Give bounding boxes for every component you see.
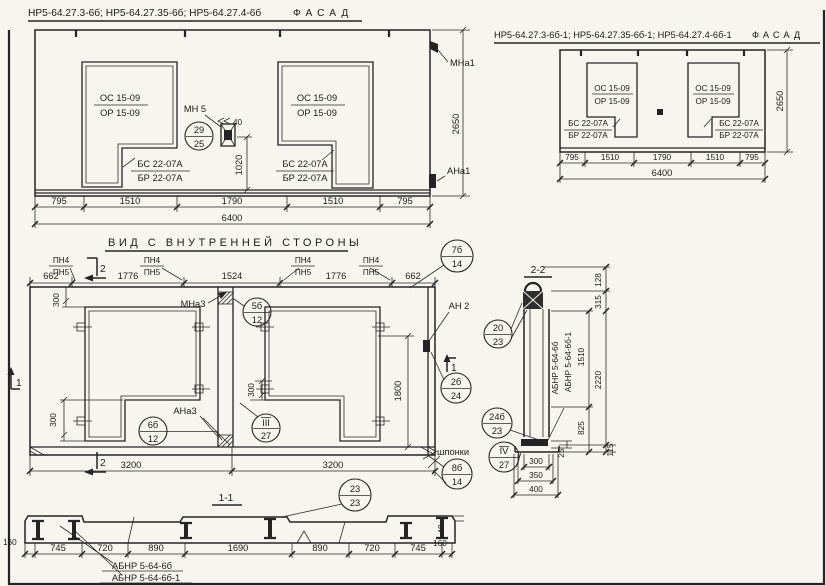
opening-label: ОР 15-09 [594, 97, 630, 106]
dim: 1790 [221, 196, 243, 206]
sill-label: БС 22-07А [719, 119, 759, 128]
anchor-label-mn5: МН 5 [183, 104, 207, 114]
section-cut-1-right [444, 354, 458, 374]
opening-label: ОР 15-09 [100, 108, 140, 118]
dim: 662 [43, 271, 59, 281]
svg-text:ПН4: ПН4 [362, 256, 380, 265]
dim: 300 [529, 457, 543, 466]
label-ana1: АНа1 [447, 166, 471, 176]
detail-marker [482, 408, 542, 441]
dim: 25 [557, 448, 566, 458]
loop-label-pn [49, 256, 75, 280]
channel-anchors [32, 517, 448, 539]
dim: 2220 [594, 370, 603, 390]
product-label: АБНР 5-64-6б-1 [564, 331, 573, 393]
inner-view-title: ВИД С ВНУТРЕННЕЙ СТОРОНЫ [108, 237, 363, 249]
section-2-2-title: 2-2 [530, 265, 546, 276]
detail-marker [139, 417, 222, 445]
dim: 115 [606, 443, 615, 457]
detail-marker-29-25 [185, 122, 213, 150]
product-label: АБНР 5-64-6б [112, 561, 172, 571]
facade-left-view [28, 7, 475, 228]
dim: 720 [97, 543, 113, 553]
dim: 1510 [600, 153, 620, 162]
svg-text:23: 23 [349, 498, 361, 508]
svg-text:23: 23 [349, 484, 361, 494]
label-ana3: АНа3 [173, 406, 197, 416]
clamp-detail [423, 340, 430, 352]
svg-text:1: 1 [16, 378, 22, 389]
svg-text:8б: 8б [451, 463, 463, 473]
product-label: АБНР 5-64-6б-1 [111, 573, 181, 583]
detail-marker [429, 456, 472, 489]
opening-label: ОС 15-09 [594, 84, 630, 93]
dim: 3200 [322, 460, 344, 470]
svg-text:7б: 7б [451, 245, 463, 255]
detail-marker [489, 442, 521, 472]
dim: 745 [410, 543, 426, 553]
dim: 1690 [227, 543, 249, 553]
opening-label: ОС 15-09 [296, 93, 338, 103]
sill-label: БС 22-07А [137, 159, 183, 169]
facade-left-view-word: ФАСАД [293, 8, 354, 19]
dim-40: 40 [437, 524, 446, 534]
dim: 662 [405, 271, 421, 281]
dim-40: 40 [233, 118, 243, 127]
dim-2650: 2650 [775, 90, 785, 112]
dim: 1776 [325, 271, 347, 281]
detail-marker [431, 352, 471, 403]
section-1-1-title: 1-1 [218, 493, 234, 504]
dim: 795 [51, 196, 67, 206]
dim: 890 [312, 543, 328, 553]
inner-window-left [73, 307, 210, 441]
dim-total: 6400 [221, 213, 243, 223]
facade-right-view [494, 30, 820, 183]
svg-text:23: 23 [492, 337, 504, 347]
loop-label-pn [284, 256, 315, 280]
svg-text:14: 14 [451, 259, 463, 269]
detail-marker [282, 479, 371, 517]
dim-300: 300 [247, 383, 256, 397]
dim-1020: 1020 [234, 154, 244, 176]
svg-text:ПН5: ПН5 [143, 268, 161, 277]
svg-text:ПН4: ПН4 [294, 256, 312, 265]
dim: 795 [565, 153, 579, 162]
dim-1800: 1800 [393, 380, 403, 402]
pillar-joint-hatch [218, 292, 233, 447]
sill-label: БР 22-07А [282, 173, 328, 183]
svg-text:14: 14 [451, 477, 463, 487]
anchor-detail-mn5 [221, 124, 235, 146]
label-shponki: шпонки [437, 447, 470, 457]
facade-left-title: НР5-64.27.3-6б; НР5-64.27.35-6б; НР5-64.27.4-6б [28, 8, 262, 19]
detail-marker [484, 303, 527, 348]
opening-label: ОР 15-09 [297, 108, 337, 118]
svg-text:24б: 24б [489, 412, 505, 422]
svg-text:25: 25 [193, 139, 205, 149]
dim-160: 160 [3, 538, 17, 547]
svg-text:5б: 5б [251, 301, 263, 311]
dim: 1776 [117, 271, 139, 281]
svg-text:6б: 6б [147, 420, 159, 430]
section-cut-2-top [84, 258, 106, 282]
svg-text:ПН4: ПН4 [52, 256, 70, 265]
opening-label: ОР 15-09 [695, 97, 731, 106]
dim: 1524 [221, 271, 243, 281]
svg-text:27: 27 [260, 431, 272, 441]
sill-label: БС 22-07А [568, 119, 608, 128]
dim: 795 [397, 196, 413, 206]
dim-300: 300 [49, 413, 58, 427]
dim: 890 [148, 543, 164, 553]
svg-text:ПН5: ПН5 [294, 268, 312, 277]
dim-total: 6400 [651, 168, 673, 178]
label-mna1: МНа1 [450, 58, 475, 68]
loop-label-pn [140, 256, 182, 280]
dim: 795 [745, 153, 759, 162]
dim: 825 [577, 421, 586, 435]
svg-text:ПН5: ПН5 [52, 268, 70, 277]
dim: 3200 [120, 460, 142, 470]
section-1-1 [3, 479, 464, 583]
facade-left-window-right [278, 62, 373, 188]
sill-label: БР 22-07А [137, 173, 183, 183]
dim: 1790 [652, 153, 672, 162]
svg-text:2: 2 [100, 264, 106, 275]
svg-text:23: 23 [491, 426, 503, 436]
dim: 1510 [322, 196, 344, 206]
svg-text:20: 20 [492, 323, 504, 333]
dim: 745 [50, 543, 66, 553]
svg-text:12: 12 [147, 434, 159, 444]
sill-label: БР 22-07А [719, 131, 759, 140]
sill-label: БС 22-07А [282, 159, 328, 169]
svg-text:2б: 2б [450, 377, 462, 387]
label-mna3: МНа3 [180, 299, 206, 309]
svg-text:24: 24 [450, 391, 462, 401]
svg-text:ПН4: ПН4 [143, 256, 161, 265]
svg-text:29: 29 [193, 125, 205, 135]
dim: 1510 [119, 196, 141, 206]
opening-label: ОС 15-09 [695, 84, 731, 93]
inner-window-right [256, 307, 390, 441]
facade-right-title: НР5-64.27.3-6б-1; НР5-64.27.35-6б-1; НР5-64.27.4-6б-1 [494, 30, 732, 40]
dim: 1510 [705, 153, 725, 162]
loop-label-pn [359, 256, 390, 280]
facade-right-view-word: ФАСАД [752, 30, 805, 40]
product-label: АБНР 5-64-6б [551, 341, 560, 395]
svg-text:12: 12 [251, 315, 263, 325]
dim: 1510 [577, 347, 586, 367]
opening-label: ОС 15-09 [99, 93, 141, 103]
svg-text:2: 2 [100, 458, 106, 469]
dim-2650: 2650 [451, 113, 461, 135]
svg-text:III: III [262, 418, 270, 428]
dim: 720 [364, 543, 380, 553]
dim: 350 [529, 471, 543, 480]
dim-160: 160 [433, 539, 447, 548]
svg-text:ПН5: ПН5 [362, 268, 380, 277]
sill-label: БР 22-07А [568, 131, 608, 140]
dim: 315 [594, 295, 603, 309]
dim: 400 [529, 485, 543, 494]
inner-view [8, 236, 522, 489]
svg-text:1: 1 [451, 363, 457, 374]
svg-text:27: 27 [498, 460, 510, 470]
dim-300: 300 [52, 293, 61, 307]
svg-text:IV: IV [499, 446, 509, 456]
dim: 128 [594, 273, 603, 287]
label-an2: АН 2 [448, 301, 470, 311]
detail-marker [240, 403, 280, 442]
